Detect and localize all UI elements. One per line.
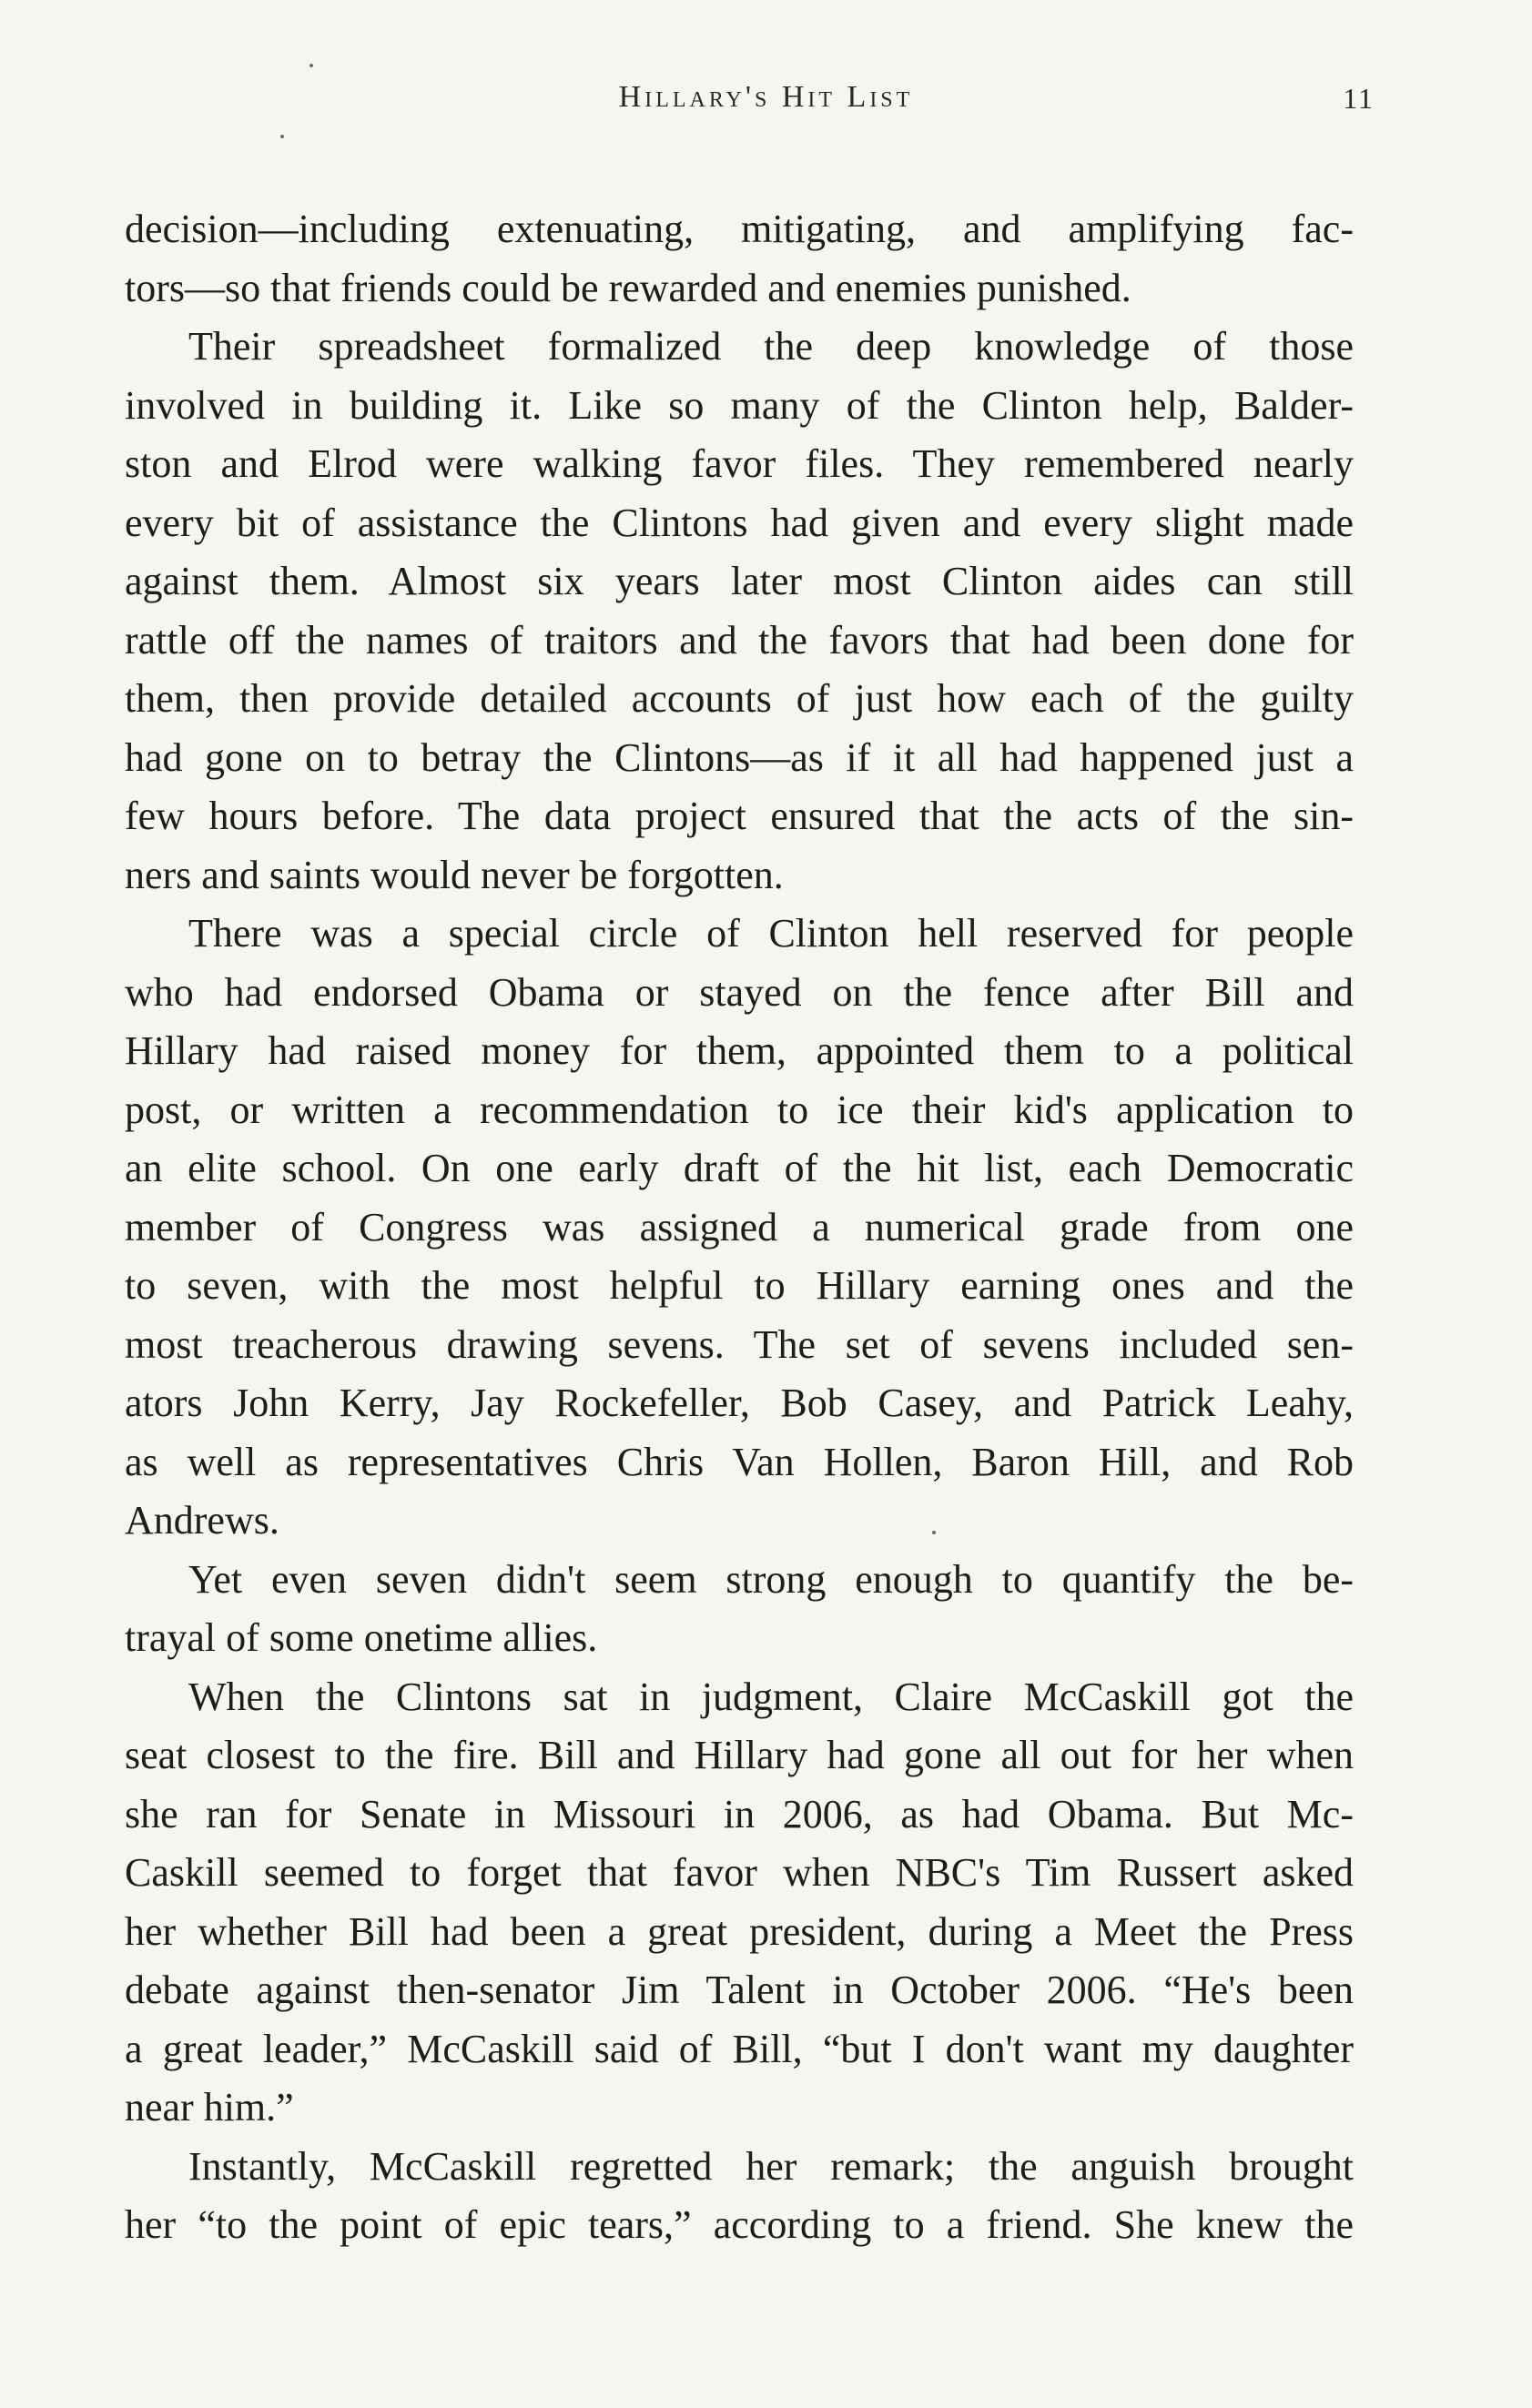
running-title: Hillary's Hit List <box>618 80 914 114</box>
body-text <box>125 200 1354 2255</box>
text-line: There was a special circle of Clinton hell reserved for people <box>188 911 1354 956</box>
text-line: them, then provide detailed accounts of just how each of the guilty <box>125 676 1354 721</box>
text-line: involved in building it. Like so many of the Clinton help, Balder- <box>125 382 1354 428</box>
text-line: had gone on to betray the Clintons—as if it all had happened just a <box>125 734 1354 780</box>
text-line: debate against then-senator Jim Talent in October 2006. “He's been <box>125 1968 1354 2012</box>
text-line: ston and Elrod were walking favor files. They remembered nearly <box>125 441 1354 486</box>
text-line: an elite school. On one early draft of the hit list, each Democratic <box>125 1146 1354 1190</box>
text-line: ators John Kerry, Jay Rockefeller, Bob Casey, and Patrick Leahy, <box>125 1381 1354 1425</box>
paragraph-5 <box>125 1668 1354 2138</box>
text-line: post, or written a recommendation to ice their kid's application to <box>125 1087 1354 1132</box>
running-head <box>0 80 1532 126</box>
text-line: her whether Bill had been a great president, during a Meet the Press <box>125 1908 1354 1954</box>
paragraph-4 <box>125 1551 1354 1668</box>
paragraph-2 <box>125 318 1354 905</box>
text-line: trayal of some onetime allies. <box>125 1615 598 1660</box>
text-line: seat closest to the fire. Bill and Hillary had gone all out for her when <box>125 1733 1354 1777</box>
text-line: ners and saints would never be forgotten. <box>125 852 784 897</box>
text-line: When the Clintons sat in judgment, Claire McCaskill got the <box>188 1674 1354 1719</box>
text-line: every bit of assistance the Clintons had given and every slight made <box>125 500 1354 545</box>
paper-speck <box>932 1531 936 1534</box>
paragraph-1 <box>125 200 1354 318</box>
text-line: as well as representatives Chris Van Hollen, Baron Hill, and Rob <box>125 1439 1354 1484</box>
text-line: who had endorsed Obama or stayed on the fence after Bill and <box>125 969 1354 1015</box>
text-line: decision—including extenuating, mitigating, and amplifying fac- <box>125 207 1354 251</box>
text-line: tors—so that friends could be rewarded and enemies punished. <box>125 265 1131 310</box>
text-line: against them. Almost six years later most Clinton aides can still <box>125 559 1354 603</box>
text-line: her “to the point of epic tears,” according to a friend. She knew the <box>125 2202 1354 2247</box>
text-line: most treacherous drawing sevens. The set of sevens included sen- <box>125 1321 1354 1367</box>
text-line: Caskill seemed to forget that favor when NBC's Tim Russert asked <box>125 1850 1354 1895</box>
text-line: Instantly, McCaskill regretted her remark; the anguish brought <box>188 2143 1354 2189</box>
text-line: she ran for Senate in Missouri in 2006, as had Obama. But Mc- <box>125 1791 1354 1836</box>
paper-speck <box>309 64 313 67</box>
paragraph-6 <box>125 2138 1354 2255</box>
text-line: Yet even seven didn't seem strong enough to quantify the be- <box>188 1556 1354 1602</box>
paragraph-3 <box>125 905 1354 1551</box>
paper-speck <box>280 135 284 138</box>
text-line: rattle off the names of traitors and the favors that had been done for <box>125 617 1354 663</box>
text-line: Their spreadsheet formalized the deep knowledge of those <box>188 324 1354 369</box>
text-line: Hillary had raised money for them, appointed them to a political <box>125 1028 1354 1073</box>
text-line: a great leader,” McCaskill said of Bill, “but I don't want my daughter <box>125 2026 1354 2071</box>
text-line: near him.” <box>125 2085 294 2130</box>
text-line: to seven, with the most helpful to Hillary earning ones and the <box>125 1263 1354 1308</box>
text-line: member of Congress was assigned a numerical grade from one <box>125 1204 1354 1250</box>
page-number: 11 <box>1343 82 1375 115</box>
text-line: Andrews. <box>125 1498 279 1543</box>
text-line: few hours before. The data project ensured that the acts of the sin- <box>125 794 1354 838</box>
